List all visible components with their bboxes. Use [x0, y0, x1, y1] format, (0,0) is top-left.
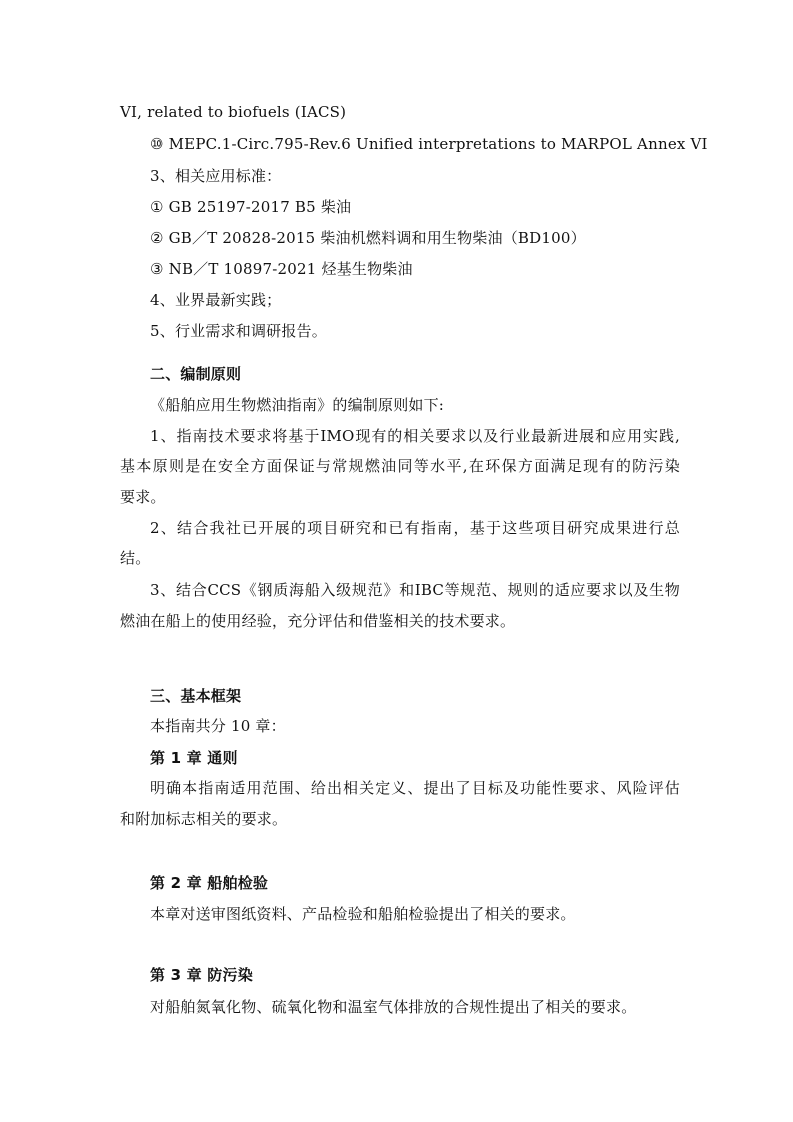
- chapter-1-heading: 第 1 章 通则: [150, 749, 238, 767]
- chapter-2-desc: 本章对送审图纸资料、产品检验和船舶检验提出了相关的要求。: [150, 905, 576, 923]
- chapter-1-desc-line-2: 和附加标志相关的要求。: [120, 810, 288, 828]
- basis-item-4: 4、业界最新实践；: [150, 291, 282, 309]
- principle-1-line-1: 1、指南技术要求将基于IMO现有的相关要求以及行业最新进展和应用实践,: [150, 427, 680, 445]
- principle-2-line-1: 2、结合我社已开展的项目研究和已有指南，基于这些项目研究成果进行总: [150, 519, 680, 537]
- chapter-1-desc-line-1: 明确本指南适用范围、给出相关定义、提出了目标及功能性要求、风险评估: [150, 779, 680, 797]
- reference-item-10: ⑩ MEPC.1-Circ.795-Rev.6 Unified interpretations to MARPOL Annex VI: [150, 135, 708, 153]
- principle-2-line-2: 结。: [120, 549, 151, 567]
- standard-item-1: ① GB 25197-2017 B5 柴油: [150, 198, 352, 216]
- standards-heading: 3、相关应用标准：: [150, 167, 282, 185]
- chapter-3-heading: 第 3 章 防污染: [150, 966, 253, 984]
- principle-1-line-2: 基本原则是在安全方面保证与常规燃油同等水平,在环保方面满足现有的防污染: [120, 457, 680, 475]
- chapter-3-desc: 对船舶氮氧化物、硫氧化物和温室气体排放的合规性提出了相关的要求。: [150, 998, 637, 1016]
- section-3-heading: 三、基本框架: [150, 687, 242, 705]
- principle-1-line-3: 要求。: [120, 488, 166, 506]
- principle-3-line-1: 3、结合CCS《钢质海船入级规范》和IBC等规范、规则的适应要求以及生物: [150, 581, 680, 599]
- standard-item-3: ③ NB／T 10897-2021 烃基生物柴油: [150, 260, 413, 278]
- principles-intro: 《船舶应用生物燃油指南》的编制原则如下:: [150, 396, 445, 414]
- principle-3-line-2: 燃油在船上的使用经验，充分评估和借鉴相关的技术要求。: [120, 612, 516, 630]
- basis-item-5: 5、行业需求和调研报告。: [150, 322, 327, 340]
- section-2-heading: 二、编制原则: [150, 365, 242, 383]
- chapter-2-heading: 第 2 章 船舶检验: [150, 874, 269, 892]
- framework-intro: 本指南共分 10 章：: [150, 717, 286, 735]
- reference-item-9-continuation: VI, related to biofuels (IACS): [120, 103, 347, 121]
- standard-item-2: ② GB／T 20828-2015 柴油机燃料调和用生物柴油（BD100）: [150, 229, 586, 247]
